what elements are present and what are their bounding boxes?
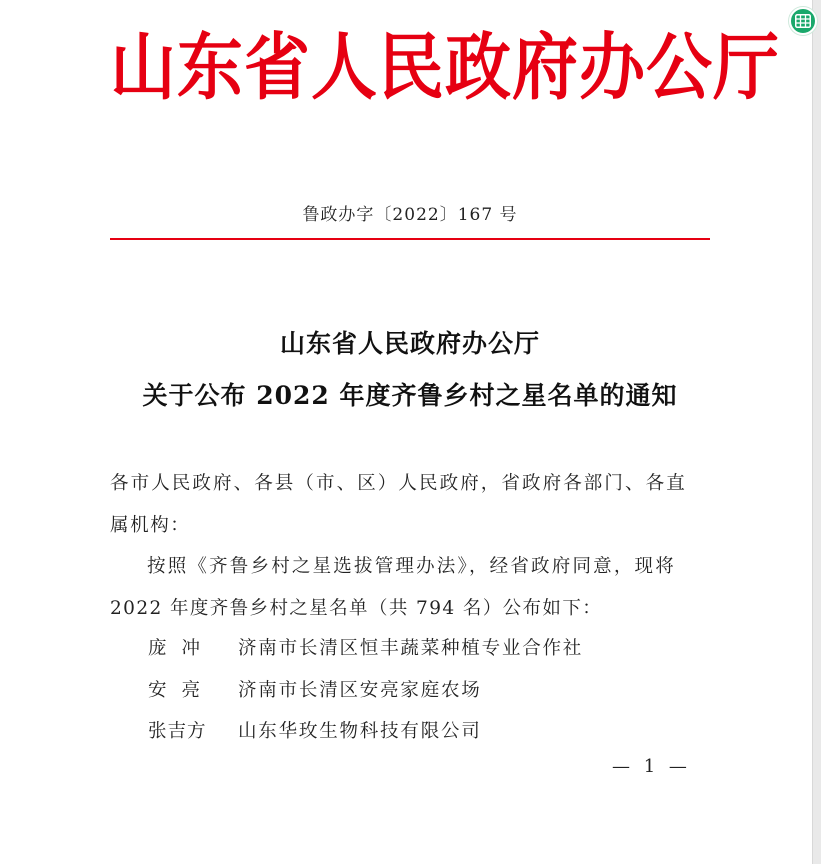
entry-name: 张吉方	[148, 721, 207, 742]
list-item	[148, 634, 583, 660]
list-item	[148, 717, 482, 743]
issuing-agency-header: 山东省人民政府办公厅	[110, 24, 780, 110]
entry-organization: 济南市长清区安亮家庭农场	[238, 680, 482, 701]
list-item	[148, 676, 482, 702]
spreadsheet-icon	[795, 14, 811, 28]
entry-organization: 山东华玫生物科技有限公司	[238, 721, 482, 742]
recipients-line-1: 各市人民政府、各县（市、区）人民政府，省政府各部门、各直	[110, 473, 687, 494]
spreadsheet-badge-button[interactable]	[789, 7, 817, 35]
document-title-line-2: 关于公布 2022 年度齐鲁乡村之星名单的通知	[142, 381, 678, 410]
page-number: — 1 —	[612, 756, 691, 777]
entry-name: 庞冲	[148, 638, 216, 659]
red-separator-line	[110, 238, 710, 240]
document-title-line-1: 山东省人民政府办公厅	[279, 329, 540, 358]
paragraph-line-1: 按照《齐鲁乡村之星选拔管理办法》，经省政府同意，现将	[147, 556, 676, 577]
scrollbar[interactable]	[813, 0, 821, 864]
entry-name: 安亮	[148, 680, 216, 701]
document-number: 鲁政办字〔2022〕167 号	[302, 205, 518, 225]
paragraph-line-2: 2022 年度齐鲁乡村之星名单（共 794 名）公布如下：	[110, 598, 603, 619]
entry-organization: 济南市长清区恒丰蔬菜种植专业合作社	[238, 638, 584, 659]
recipients-line-2: 属机构：	[110, 515, 191, 536]
